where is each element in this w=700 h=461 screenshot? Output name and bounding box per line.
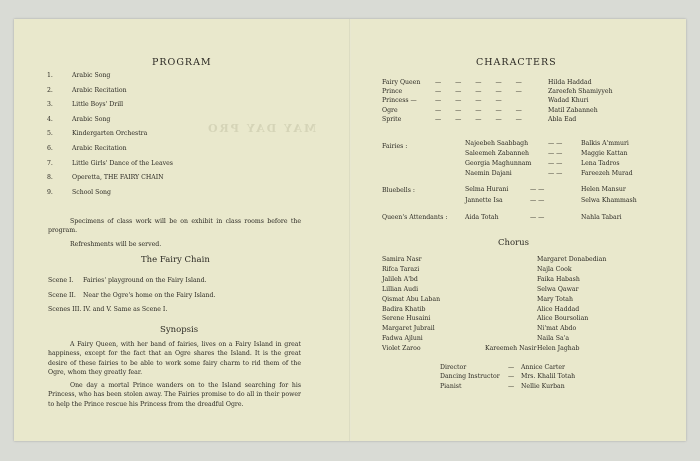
program-item: Kindergarten Orchestra [72, 130, 148, 138]
scene-label: Scenes III. [48, 306, 82, 313]
staff-dash: — [508, 373, 515, 381]
staff-name: Mrs. Khalil Totah [521, 373, 576, 381]
fairy-actor: Georgia Maghunnam [465, 160, 532, 168]
synopsis-paragraph-1: A Fairy Queen, with her band of fairies, lives on a Fairy Island in great happiness, except for the fact that an Ogre shares the Island. It is the great desire of these fairies to be able to work some fairy charm to rid them of the Ogre, whom they greatly fear. [48, 341, 301, 376]
chorus-member: Rifca Tarazi [382, 265, 420, 273]
cast-actor: Wadad Khuri [548, 97, 589, 105]
refreshments-note: Refreshments will be served. [70, 240, 162, 248]
chorus-member: Naila Sa'a [537, 335, 570, 343]
scene-description: Near the Ogre's home on the Fairy Island. [83, 291, 216, 299]
staff-role: Director [440, 364, 467, 371]
chorus-member: Helen Jaghab [537, 345, 580, 353]
bluebell-actor: Helen Mansur [581, 186, 626, 193]
staff-name: Annice Carter [521, 364, 565, 371]
cast-dashes: — — — — — [435, 88, 528, 96]
fairy-chain-title: The Fairy Chain [141, 255, 210, 265]
chorus-member: Alice Haddad [537, 305, 580, 313]
program-item-number: 6. [47, 145, 53, 152]
attendant-dashes: — — [530, 214, 545, 221]
program-title: PROGRAM [152, 57, 212, 68]
program-notes [48, 217, 301, 253]
chorus-member: Selwa Qawar [537, 285, 579, 293]
exhibit-note: Specimens of class work will be on exhibit in class rooms before the program. [48, 218, 301, 235]
fairy-actor: Fareezeh Murad [581, 170, 633, 178]
fairy-actor: Lena Tadros [581, 160, 620, 168]
chorus-middle-name: Kareemeh Nasir [485, 345, 537, 352]
program-item-number: 5. [47, 130, 53, 138]
chorus-member: Badira Khatib [382, 305, 426, 313]
center-fold [349, 19, 351, 441]
program-item: Arabic Recitation [72, 86, 127, 94]
attendant-right: Nahla Tabari [581, 214, 622, 221]
chorus-member: Faika Habash [537, 275, 580, 283]
program-item: Arabic Recitation [72, 145, 127, 152]
fairy-dashes: — — [548, 160, 563, 168]
cast-role: Fairy Queen [382, 79, 421, 86]
cast-actor: Matil Zabanneh [548, 106, 598, 114]
bluebell-dashes: — — [530, 197, 545, 204]
bluebells-label: Bluebells : [382, 187, 415, 194]
fairy-dashes: — — [548, 140, 563, 147]
staff-name: Nellie Kurban [521, 382, 565, 390]
fairy-actor: Naemin Dajani [465, 170, 512, 178]
staff-role: Pianist [440, 382, 462, 390]
chorus-member: Mary Totah [537, 295, 573, 303]
chorus-member: Violet Zaroo [382, 345, 421, 353]
chorus-member: Margaret Donabedian [537, 256, 607, 263]
fairy-dashes: — — [548, 170, 563, 178]
scene-description: Fairies' playground on the Fairy Island. [83, 277, 207, 284]
scene-description: IV. and V. Same as Scene I. [83, 306, 168, 313]
chorus-title: Chorus [498, 238, 529, 248]
program-item-number: 4. [47, 115, 53, 123]
program-item-number: 7. [47, 159, 53, 167]
program-item: Operetta, THE FAIRY CHAIN [72, 174, 164, 182]
chorus-member: Lillian Audi [382, 285, 419, 293]
cast-role: Prince [382, 88, 403, 96]
chorus-member: Alice Boursolian [537, 315, 589, 323]
program-item: Arabic Song [72, 72, 111, 79]
chorus-member: Jalileh A'bd [382, 275, 418, 283]
cast-dashes: — — — — — [435, 115, 528, 123]
fairy-actor: Balkis A'mmuri [581, 140, 629, 147]
program-item-number: 9. [47, 188, 53, 196]
cast-actor: Hilda Haddad [548, 79, 592, 86]
program-item: Little Boys' Drill [72, 101, 124, 109]
program-item-number: 2. [47, 86, 53, 94]
cast-dashes: — — — — — [435, 106, 528, 114]
cast-dashes: — — — — [435, 97, 508, 105]
program-item-number: 3. [47, 101, 53, 109]
staff-role: Dancing Instructor [440, 373, 500, 381]
chorus-member: Najla Cook [537, 265, 572, 273]
staff-dash: — [508, 382, 515, 390]
bluebell-actor: Selma Hurani [465, 186, 509, 193]
cast-role: Ogre [382, 106, 398, 114]
characters-title: CHARACTERS [476, 57, 557, 68]
bluebell-dashes: — — [530, 186, 545, 193]
cast-role: Sprite [382, 115, 402, 123]
program-item: Arabic Song [72, 115, 111, 123]
chorus-member: Serene Husaini [382, 315, 431, 323]
synopsis-paragraph-2: One day a mortal Prince wanders on to the Island searching for his Princess, who has been stolen away. The Fairies promise to do all in their power to help the Prince rescue his Princess from the dreadful Ogre. [48, 382, 301, 408]
cast-dashes: — — — — — [435, 79, 528, 86]
fairy-actor: Najeebeh Saabbagh [465, 140, 529, 147]
show-through-text: MAY DAY PRO [206, 122, 317, 135]
fairies-label: Fairies : [382, 143, 408, 150]
scene-label: Scene I. [48, 277, 74, 284]
attendant-left: Aida Totah [465, 214, 499, 221]
chorus-member: Qismat Abu Laban [382, 295, 441, 303]
fairy-actor: Maggie Kattan [581, 150, 628, 158]
staff-dash: — [508, 364, 515, 371]
synopsis-title: Synopsis [160, 325, 199, 335]
fairy-dashes: — — [548, 150, 563, 158]
cast-actor: Zareefeh Shamiyyeh [548, 88, 613, 96]
chorus-member: Margaret Jubrail [382, 325, 435, 333]
program-item-number: 1. [47, 72, 53, 79]
bluebell-actor: Selwa Khammash [581, 197, 637, 204]
chorus-member: Fadwa Ajluni [382, 335, 423, 343]
program-item: School Song [72, 188, 111, 196]
bluebell-actor: Jannette Isa [465, 197, 503, 204]
cast-role: Princess — [382, 97, 417, 105]
program-item-number: 8. [47, 174, 53, 182]
chorus-member: Ni'mat Abdo [537, 325, 577, 333]
chorus-member: Samira Nasr [382, 256, 422, 263]
cast-actor: Abla Ead [548, 115, 577, 123]
fairy-actor: Saleemeh Zabanneh [465, 150, 529, 158]
program-item: Little Girls' Dance of the Leaves [72, 159, 173, 167]
attendants-label: Queen's Attendants : [382, 214, 448, 221]
synopsis-text [48, 340, 301, 413]
scene-label: Scene II. [48, 291, 76, 299]
